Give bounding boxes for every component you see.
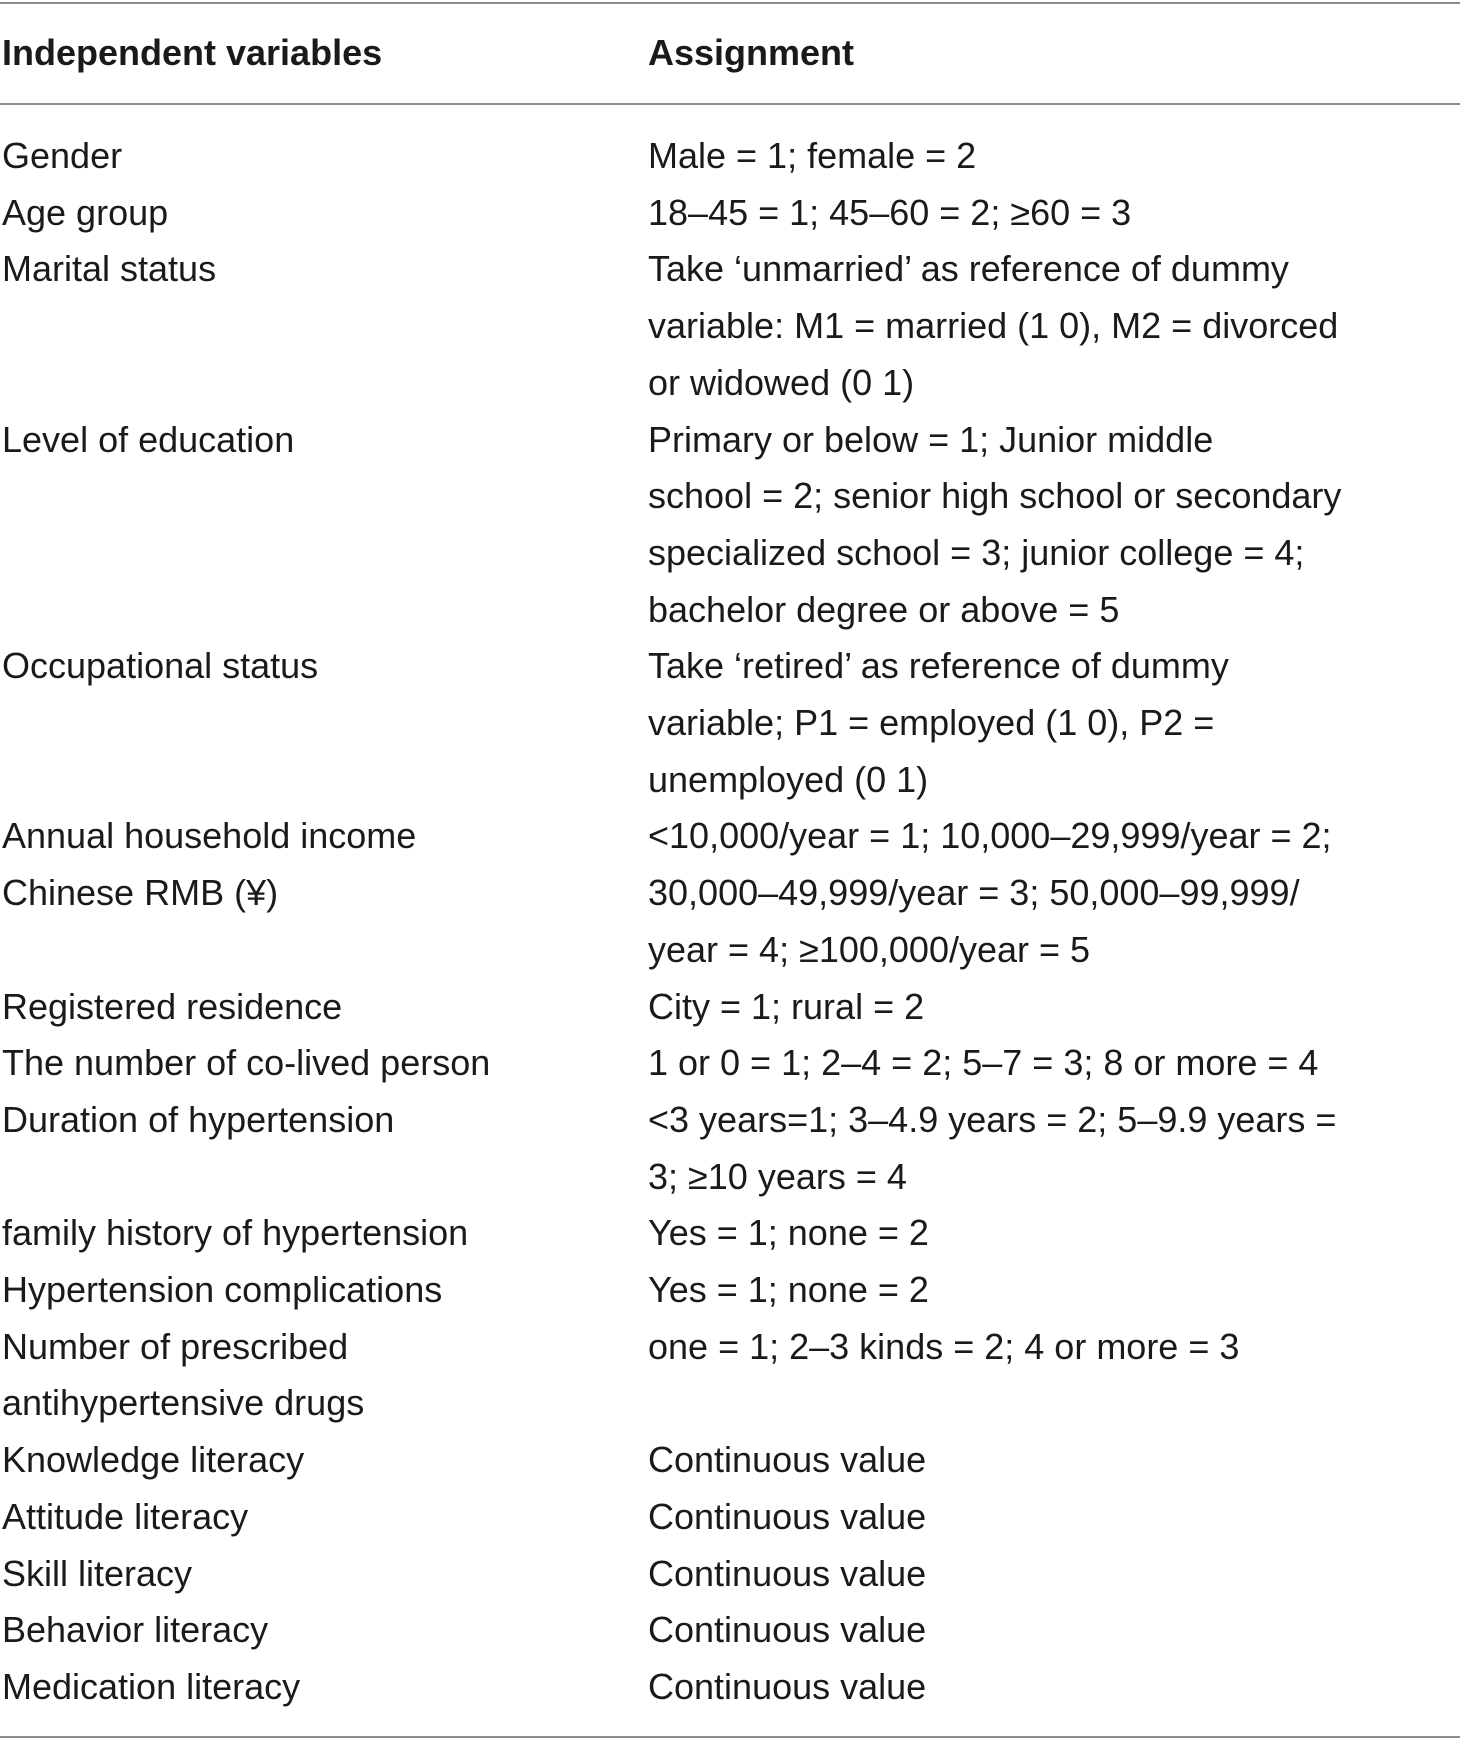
variable-text: Behavior literacy [2,1609,269,1651]
variable-cell [0,1092,646,1149]
assignment-cell [646,128,1460,185]
table-row [0,241,1460,411]
header-assignment: Assignment [648,32,855,73]
variable-cell [0,1546,646,1603]
table-row [0,1262,1460,1319]
table-bottom-rule [0,1736,1460,1738]
assignment-text: 18–45 = 1; 45–60 = 2; ≥60 = 3 [648,191,1132,233]
assignment-text: <3 years=1; 3–4.9 years = 2; 5–9.9 years = [648,1098,1337,1140]
assignment-text: one = 1; 2–3 kinds = 2; 4 or more = 3 [648,1325,1240,1367]
assignment-text: Take ‘retired’ as reference of dummy [648,645,1229,687]
table-row [0,412,1460,639]
variable-text: Marital status [2,248,217,290]
table-row [0,1546,1460,1603]
assignment-cell [646,1659,1460,1716]
variable-cell [0,1489,646,1546]
table-row [0,1602,1460,1659]
assignment-text: <10,000/year = 1; 10,000–29,999/year = 2; [648,815,1332,857]
variable-cell [0,1035,646,1092]
variable-cell [0,979,646,1036]
assignment-cell [646,1092,1460,1205]
assignment-text: unemployed (0 1) [648,758,929,800]
assignment-text: variable; P1 = employed (1 0), P2 = [648,702,1215,744]
variable-cell [0,808,646,921]
variable-cell [0,1659,646,1716]
table-body [0,128,1460,1716]
table-row [0,1092,1460,1205]
variable-text: Age group [2,191,169,233]
assignment-text: Continuous value [648,1552,927,1594]
assignment-text: Continuous value [648,1495,927,1537]
table-row [0,638,1460,808]
assignment-text: Primary or below = 1; Junior middle [648,418,1214,460]
table-row [0,1319,1460,1432]
variable-text: Number of prescribed [2,1325,349,1367]
variable-cell [0,412,646,469]
variable-text: The number of co-lived person [2,1042,491,1084]
assignment-cell [646,1546,1460,1603]
assignment-text: bachelor degree or above = 5 [648,588,1120,630]
assignment-cell [646,1489,1460,1546]
assignment-text: 30,000–49,999/year = 3; 50,000–99,999/ [648,872,1300,914]
assignment-cell [646,241,1460,411]
variable-cell [0,638,646,695]
table-row [0,979,1460,1036]
assignment-text: year = 4; ≥100,000/year = 5 [648,928,1091,970]
table-row [0,1659,1460,1716]
assignment-cell [646,1319,1460,1376]
assignment-cell [646,808,1460,978]
table-row [0,128,1460,185]
assignment-cell [646,1262,1460,1319]
variable-text: Registered residence [2,985,343,1027]
table-row [0,185,1460,242]
variable-text: Annual household income [2,815,417,857]
variable-text: Hypertension complications [2,1269,443,1311]
variable-cell [0,128,646,185]
header-independent-variables: Independent variables [2,32,383,73]
variable-text: Skill literacy [2,1552,193,1594]
assignment-text: or widowed (0 1) [648,361,915,403]
variable-text: Medication literacy [2,1665,301,1707]
assignment-text: Continuous value [648,1665,927,1707]
variable-text: family history of hypertension [2,1212,469,1254]
table-row [0,808,1460,978]
assignment-cell [646,1205,1460,1262]
table-header-row [0,28,1460,78]
variable-text: antihypertensive drugs [2,1382,365,1424]
variable-cell [0,1602,646,1659]
assignment-text: specialized school = 3; junior college = 4; [648,531,1305,573]
variable-cell [0,1432,646,1489]
assignment-cell [646,185,1460,242]
assignment-text: Yes = 1; none = 2 [648,1212,929,1254]
assignment-cell [646,1602,1460,1659]
assignment-text: Take ‘unmarried’ as reference of dummy [648,248,1289,290]
variable-cell [0,1205,646,1262]
table-row [0,1489,1460,1546]
variable-cell [0,241,646,298]
variable-text: Attitude literacy [2,1495,249,1537]
assignment-cell [646,979,1460,1036]
table-row [0,1432,1460,1489]
assignment-text: variable: M1 = married (1 0), M2 = divorced [648,305,1339,347]
variable-text: Occupational status [2,645,319,687]
assignment-text: school = 2; senior high school or secondary [648,475,1342,517]
table-top-rule [0,2,1460,4]
variable-text: Duration of hypertension [2,1098,395,1140]
assignment-text: 1 or 0 = 1; 2–4 = 2; 5–7 = 3; 8 or more = 4 [648,1042,1319,1084]
assignment-cell [646,412,1460,639]
table-row [0,1205,1460,1262]
variable-text: Gender [2,135,123,176]
variable-text: Chinese RMB (¥) [2,872,279,914]
variable-text: Level of education [2,418,295,460]
assignment-cell [646,1035,1460,1092]
variable-cell [0,185,646,242]
assignment-text: City = 1; rural = 2 [648,985,925,1027]
variable-cell [0,1319,646,1432]
assignment-text: Continuous value [648,1439,927,1481]
assignment-text: Continuous value [648,1609,927,1651]
assignment-text: Male = 1; female = 2 [648,135,977,176]
table-header-rule [0,103,1460,105]
assignment-cell [646,1432,1460,1489]
table-row [0,1035,1460,1092]
assignment-text: Yes = 1; none = 2 [648,1269,929,1311]
variable-cell [0,1262,646,1319]
variable-text: Knowledge literacy [2,1439,305,1481]
assignment-cell [646,638,1460,808]
assignment-text: 3; ≥10 years = 4 [648,1155,907,1197]
